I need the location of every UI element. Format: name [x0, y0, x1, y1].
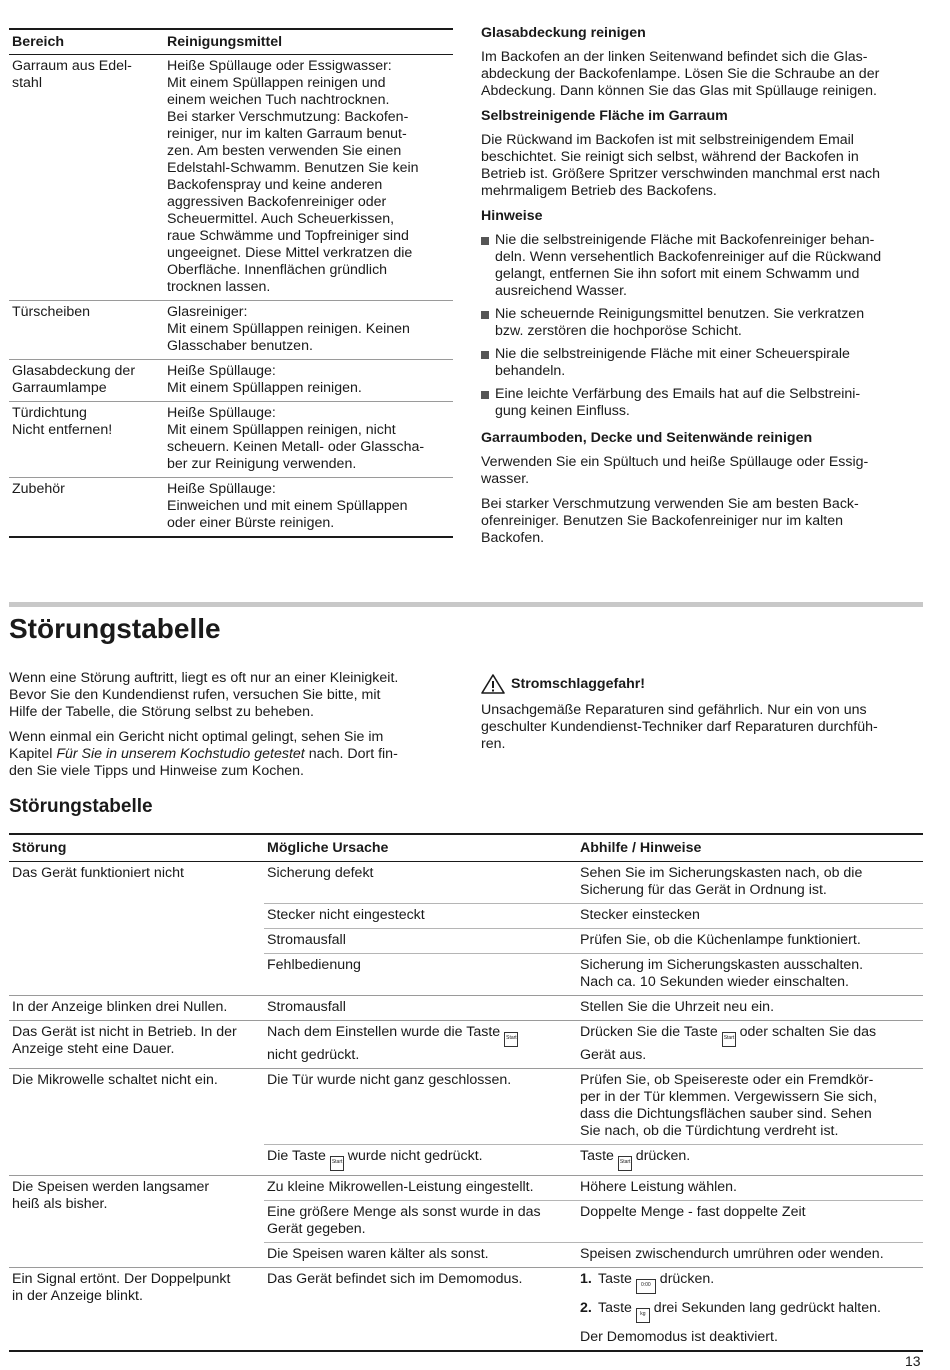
remedy-cell: Höhere Leistung wählen. — [577, 1176, 923, 1201]
table-row — [9, 301, 453, 360]
cleaning-table — [9, 28, 453, 538]
cause-cell: Stecker nicht eingesteckt — [264, 904, 577, 929]
table-row — [9, 1069, 923, 1145]
cause-text-a: Nach dem Einstellen wurde die Taste — [267, 1024, 505, 1040]
intro-paragraph-1: Wenn eine Störung auftritt, liegt es oft nur an einer Kleinigkeit. Bevor Sie den Kundendienst rufen, versuchen Sie bitte, mit Hilfe der Tabelle, die Störung selbst zu beheben. — [9, 670, 399, 720]
self-cleaning-text: Die Rückwand im Backofen ist mit selbstreinigendem Email beschichtet. Sie reinigt sich selbst, während der Backofen in Betrieb ist. Größere Spritzer verschwinden manchmal erst nach mehrmaligem Betrieb des Backofens. — [481, 132, 880, 199]
floor-cleaning-heading: Garraumboden, Decke und Seitenwände reinigen — [481, 430, 813, 446]
cause-cell: Zu kleine Mikrowellen-Leistung eingestellt. — [264, 1176, 577, 1201]
floor-cleaning-text-1: Verwenden Sie ein Spültuch und heiße Spüllauge oder Essig- wasser. — [481, 454, 869, 487]
area-cell: Glasabdeckung der Garraumlampe — [9, 360, 164, 402]
step-text-a: Taste — [598, 1271, 636, 1287]
table-row — [9, 862, 923, 904]
start-key-icon: Start — [722, 1032, 736, 1047]
remedy-text-b: drücken. — [631, 1148, 691, 1164]
agent-cell: Heiße Spüllauge oder Essigwasser: Mit einem Spüllappen reinigen und einem weichen Tuch nachtrocknen. Bei starker Verschmutzung: Backofen- reiniger, nur im kalten Garraum benut- zen. Am besten verwenden Sie einen Edelstahl-Schwamm. Benutzen Sie kein Backofenspray und keine anderen aggressiven Backofenreiniger oder Scheuermittel. Auch Scheuerkissen, raue Schwämme und Topfreiniger sind ungeeignet. Diese Mittel verkratzen die Oberfläche. Innenflächen gründlich trocknen lassen. — [164, 55, 453, 301]
agent-cell: Heiße Spüllauge: Mit einem Spüllappen reinigen, nicht scheuern. Keinen Metall- oder Glasscha- ber zur Reinigung verwenden. — [164, 402, 453, 478]
list-item: Nie scheuernde Reinigungsmittel benutzen. Sie verkratzen bzw. zerstören die hochporöse Schicht. — [481, 306, 923, 340]
cleaning-instructions — [481, 25, 923, 555]
cause-cell: Das Gerät befindet sich im Demomodus. — [264, 1268, 577, 1352]
header-area: Bereich — [9, 29, 164, 55]
remedy-step-1 — [580, 1271, 920, 1294]
cause-cell: Sicherung defekt — [267, 865, 374, 881]
glass-cover-heading: Glasabdeckung reinigen — [481, 25, 646, 41]
cause-cell: Eine größere Menge als sonst wurde in das Gerät gegeben. — [264, 1201, 577, 1243]
section-divider — [9, 602, 923, 607]
remedy-cell — [577, 1268, 923, 1352]
floor-cleaning-text-2: Bei starker Verschmutzung verwenden Sie am besten Back- ofenreiniger. Benutzen Sie Backofenreiniger nur im kalten Backofen. — [481, 496, 859, 546]
remedy-cell: Stellen Sie die Uhrzeit neu ein. — [577, 996, 923, 1021]
area-cell: Garraum aus Edel- stahl — [9, 55, 164, 301]
remedy-step-2 — [580, 1300, 920, 1323]
fault-cell: Das Gerät ist nicht in Betrieb. In der Anzeige steht eine Dauer. — [9, 1021, 264, 1069]
area-cell: Türscheiben — [9, 301, 164, 360]
self-cleaning-heading: Selbstreinigende Fläche im Garraum — [481, 108, 728, 124]
intro-chapter-ref: Für Sie in unserem Kochstudio getestet — [56, 746, 305, 762]
remedy-cell — [577, 1145, 923, 1176]
cause-cell — [264, 1145, 577, 1176]
list-item: Nie die selbstreinigende Fläche mit Backofenreiniger behan- deln. Wenn versehentlich Backofenreiniger auf die Rückwand gelangt, entfernen Sie ihn sofort mit einem Schwamm und ausreichend Wasser. — [481, 232, 923, 300]
start-key-icon: Start — [618, 1156, 632, 1171]
start-key-icon: Start — [330, 1156, 344, 1171]
fault-cell: Das Gerät funktioniert nicht — [12, 865, 184, 881]
step-number: 2. — [580, 1300, 592, 1316]
remedy-text-a: Drücken Sie die Taste — [580, 1024, 722, 1040]
page-number: 13 — [905, 1353, 921, 1369]
table-row — [9, 1021, 923, 1069]
cause-cell: Die Tür wurde nicht ganz geschlossen. — [264, 1069, 577, 1145]
area-cell: Zubehör — [9, 478, 164, 538]
remedy-cell: Doppelte Menge - fast doppelte Zeit — [577, 1201, 923, 1243]
intro-text-a: Wenn einmal ein Gericht nicht optimal gelingt, sehen Sie im Kapitel — [9, 729, 384, 762]
remedy-cell — [577, 1021, 923, 1069]
cause-cell: Fehlbedienung — [264, 954, 577, 996]
clock-key-icon: 0:00 — [636, 1279, 656, 1294]
cause-text-b: nicht gedrückt. — [267, 1047, 360, 1063]
remedy-cell: Prüfen Sie, ob die Küchenlampe funktioniert. — [577, 929, 923, 954]
notes-heading: Hinweise — [481, 208, 543, 224]
remedy-final-note: Der Demomodus ist deaktiviert. — [580, 1329, 778, 1345]
step-number: 1. — [580, 1271, 592, 1287]
list-item: Eine leichte Verfärbung des Emails hat auf die Selbstreini- gung keinen Einfluss. — [481, 386, 923, 420]
remedy-cell: Sicherung im Sicherungskasten ausschalten. Nach ca. 10 Sekunden wieder einschalten. — [577, 954, 923, 996]
step-text-a: Taste — [598, 1300, 636, 1316]
header-agent: Reinigungsmittel — [164, 29, 453, 55]
notes-list — [481, 232, 923, 420]
step-text-b: drei Sekunden lang gedrückt halten. — [649, 1300, 881, 1316]
glass-cover-text: Im Backofen an der linken Seitenwand befindet sich die Glas- abdeckung der Backofenlampe. Lösen Sie die Schraube an der Abdeckung. Dann können Sie das Glas mit Spüllauge reinigen. — [481, 49, 880, 99]
fault-cell: Die Speisen werden langsamer heiß als bisher. — [9, 1176, 264, 1268]
cause-cell: Stromausfall — [264, 996, 577, 1021]
step-text-b: drücken. — [655, 1271, 715, 1287]
remedy-cell: Prüfen Sie, ob Speisereste oder ein Fremdkör- per in der Tür klemmen. Vergewissern Sie sich, dass die Dichtungsflächen sauber sind. Sehen Sie nach, ob die Türdichtung verdreht ist. — [577, 1069, 923, 1145]
table-row — [9, 360, 453, 402]
intro-paragraph-2 — [9, 729, 449, 780]
weight-key-icon: kg — [636, 1308, 650, 1323]
table-row — [9, 402, 453, 478]
fault-cell: Ein Signal ertönt. Der Doppelpunkt in der Anzeige blinkt. — [9, 1268, 264, 1352]
fault-cell: Die Mikrowelle schaltet nicht ein. — [9, 1069, 264, 1176]
table-row — [9, 996, 923, 1021]
fault-table-header — [9, 834, 923, 862]
fault-table — [9, 833, 923, 1352]
area-cell: Türdichtung Nicht entfernen! — [9, 402, 164, 478]
cause-text-a: Die Taste — [267, 1148, 330, 1164]
warning-box — [481, 674, 923, 753]
list-item: Nie die selbstreinigende Fläche mit einer Scheuerspirale behandeln. — [481, 346, 923, 380]
cause-cell: Stromausfall — [264, 929, 577, 954]
table-row — [9, 1268, 923, 1352]
cause-cell — [264, 1021, 577, 1069]
warning-title: Stromschlaggefahr! — [511, 675, 646, 692]
header-fault: Störung — [9, 834, 264, 862]
table-row — [9, 55, 453, 301]
section-title: Störungstabelle — [9, 613, 221, 644]
fault-table-title: Störungstabelle — [9, 796, 153, 817]
header-cause: Mögliche Ursache — [264, 834, 577, 862]
remedy-text-a: Taste — [580, 1148, 618, 1164]
remedy-text-b: oder schalten Sie das Gerät aus. — [580, 1024, 877, 1063]
cause-cell: Die Speisen waren kälter als sonst. — [264, 1243, 577, 1268]
remedy-cell: Stecker einstecken — [577, 904, 923, 929]
remedy-cell: Speisen zwischendurch umrühren oder wenden. — [577, 1243, 923, 1268]
agent-cell: Heiße Spüllauge: Mit einem Spüllappen reinigen. — [164, 360, 453, 402]
agent-cell: Glasreiniger: Mit einem Spüllappen reinigen. Keinen Glasschaber benutzen. — [164, 301, 453, 360]
fault-cell: In der Anzeige blinken drei Nullen. — [9, 996, 264, 1021]
warning-heading — [481, 674, 923, 694]
table-row — [9, 1176, 923, 1201]
header-remedy: Abhilfe / Hinweise — [577, 834, 923, 862]
table-row — [9, 478, 453, 538]
cause-text-b: wurde nicht gedrückt. — [343, 1148, 483, 1164]
intro-text — [9, 670, 449, 788]
cleaning-table-header — [9, 29, 453, 55]
agent-cell: Heiße Spüllauge: Einweichen und mit einem Spüllappen oder einer Bürste reinigen. — [164, 478, 453, 538]
remedy-cell: Sehen Sie im Sicherungskasten nach, ob die Sicherung für das Gerät in Ordnung ist. — [580, 865, 863, 898]
warning-text: Unsachgemäße Reparaturen sind gefährlich. Nur ein von uns geschulter Kundendienst-Techniker darf Reparaturen durchfüh- ren. — [481, 702, 878, 752]
start-key-icon: Start — [504, 1032, 518, 1047]
intro-text-b: nach. Dort fin- den Sie viele Tipps und Hinweise zum Kochen. — [9, 746, 398, 779]
warning-triangle-icon — [481, 674, 505, 694]
